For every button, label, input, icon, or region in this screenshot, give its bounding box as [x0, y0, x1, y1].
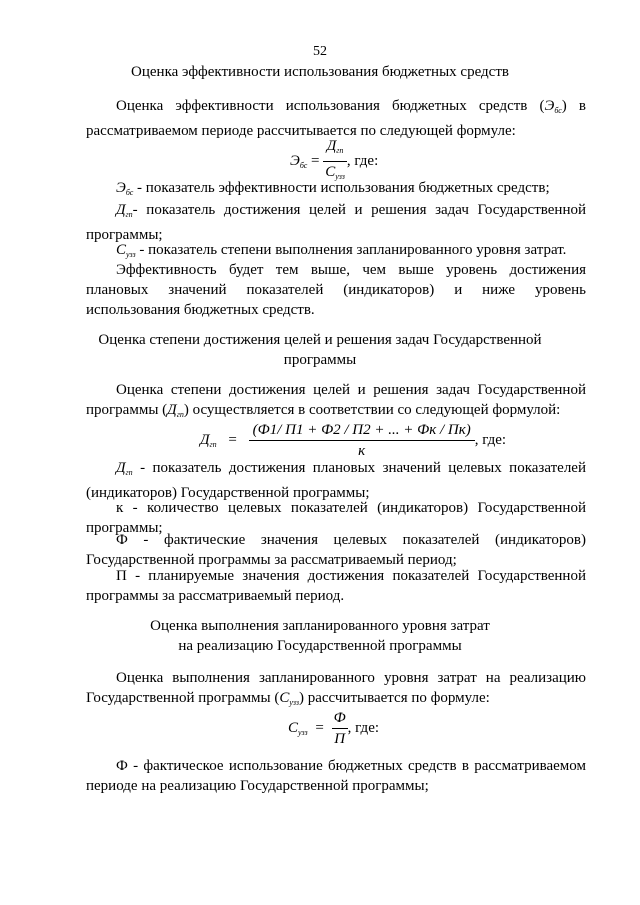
- paragraph-text: Оценка эффективности использования бюджетных средств (: [116, 98, 545, 114]
- symbol-d: Д: [167, 402, 177, 418]
- section-title-efficiency: Оценка эффективности использования бюджетных средств: [131, 64, 509, 80]
- fraction: [332, 708, 348, 749]
- symbol-subscript: гп: [125, 210, 133, 219]
- fraction-numerator: [323, 136, 347, 162]
- section-title-goals: Оценка степени достижения целей и решения задач Государственной: [98, 332, 542, 348]
- fraction-denominator: П: [334, 731, 346, 747]
- paragraph-costs-intro: [86, 668, 586, 713]
- definition-f-costs: Ф - фактическое использование бюджетных средств в рассматриваемом периоде на реализацию Государственной программы;: [86, 758, 586, 794]
- paragraph-goals-intro: [86, 380, 586, 425]
- section-title-costs-line2: на реализацию Государственной программы: [178, 638, 462, 654]
- section-title-costs: Оценка выполнения запланированного уровня затрат: [150, 618, 490, 634]
- paragraph-summary: Эффективность будет тем выше, чем выше уровень достижения плановых значений показателей (индикаторов) и ниже уровень использования бюджетных средств.: [86, 262, 586, 318]
- symbol-c: С: [116, 242, 127, 258]
- symbol-d: Д: [326, 138, 337, 154]
- formula-tail: , где:: [347, 719, 380, 736]
- paragraph-text: Оценка степени достижения целей и решения задач Государственной программы (: [86, 382, 586, 418]
- fraction: [249, 420, 475, 461]
- symbol-subscript: узз: [289, 698, 299, 707]
- definition-k: к - количество целевых показателей (индикаторов) Государственной программы;: [86, 500, 586, 536]
- formula-tail: , где:: [346, 152, 379, 169]
- equals-sign: =: [315, 719, 324, 736]
- definition-text: - показатель достижения плановых значений целевых показателей (индикаторов) Государственной программы;: [86, 460, 586, 501]
- definition-text: - показатель эффективности использования бюджетных средств;: [133, 180, 550, 196]
- symbol-d: Д: [116, 460, 126, 476]
- symbol-subscript: бс: [125, 188, 134, 197]
- paragraph-text: ) осуществляется в соответствии со следующей формулой:: [183, 402, 561, 418]
- symbol-c: С: [325, 164, 336, 180]
- symbol-subscript: бс: [554, 106, 562, 115]
- definition-text: - показатель степени выполнения запланированного уровня затрат.: [135, 242, 567, 258]
- symbol-subscript: гп: [336, 146, 344, 155]
- symbol-e: Э: [290, 152, 300, 169]
- symbol-subscript: гп: [125, 468, 133, 477]
- symbol-c: С: [279, 690, 290, 706]
- symbol-e: Э: [544, 98, 555, 114]
- formula-goals: [200, 420, 506, 461]
- formula-tail: , где:: [474, 431, 507, 448]
- equals-sign: =: [311, 152, 320, 169]
- definition-text: - показатель достижения целей и решения задач Государственной программы;: [86, 202, 586, 243]
- equals-sign: =: [228, 431, 237, 448]
- paragraph-text: Оценка выполнения запланированного уровня затрат на реализацию Государственной программы (: [86, 670, 586, 706]
- fraction-numerator: Ф: [332, 708, 348, 729]
- page-number: 52: [313, 44, 327, 59]
- definition-d: [86, 200, 586, 245]
- symbol-subscript: узз: [126, 250, 136, 259]
- symbol-subscript: узз: [335, 172, 345, 181]
- formula-costs: [288, 708, 379, 749]
- definition-d-goals: [86, 458, 586, 503]
- fraction-denominator: к: [358, 443, 366, 459]
- symbol-d: Д: [200, 431, 210, 448]
- paragraph-efficiency-intro: [86, 96, 586, 141]
- definition-f: Ф - фактические значения целевых показателей (индикаторов) Государственной программы за рассматриваемый период;: [86, 532, 586, 568]
- section-title-goals-line2: программы: [283, 352, 357, 368]
- symbol-subscript: гп: [209, 439, 217, 449]
- symbol-subscript: узз: [298, 727, 308, 737]
- fraction-numerator: (Ф1/ П1 + Ф2 / П2 + ... + Фк / Пк): [249, 420, 475, 441]
- definition-p: П - планируемые значения достижения показателей Государственной программы за рассматриваемый период.: [86, 568, 586, 604]
- paragraph-text: ) рассчитывается по формуле:: [298, 690, 490, 706]
- paragraph-text: ) в рассматриваемом периоде рассчитывается по следующей формуле:: [86, 98, 586, 139]
- symbol-c: С: [288, 719, 299, 736]
- symbol-e: Э: [116, 180, 126, 196]
- symbol-d: Д: [116, 202, 126, 218]
- symbol-subscript: бс: [299, 160, 308, 170]
- symbol-subscript: гп: [176, 410, 184, 419]
